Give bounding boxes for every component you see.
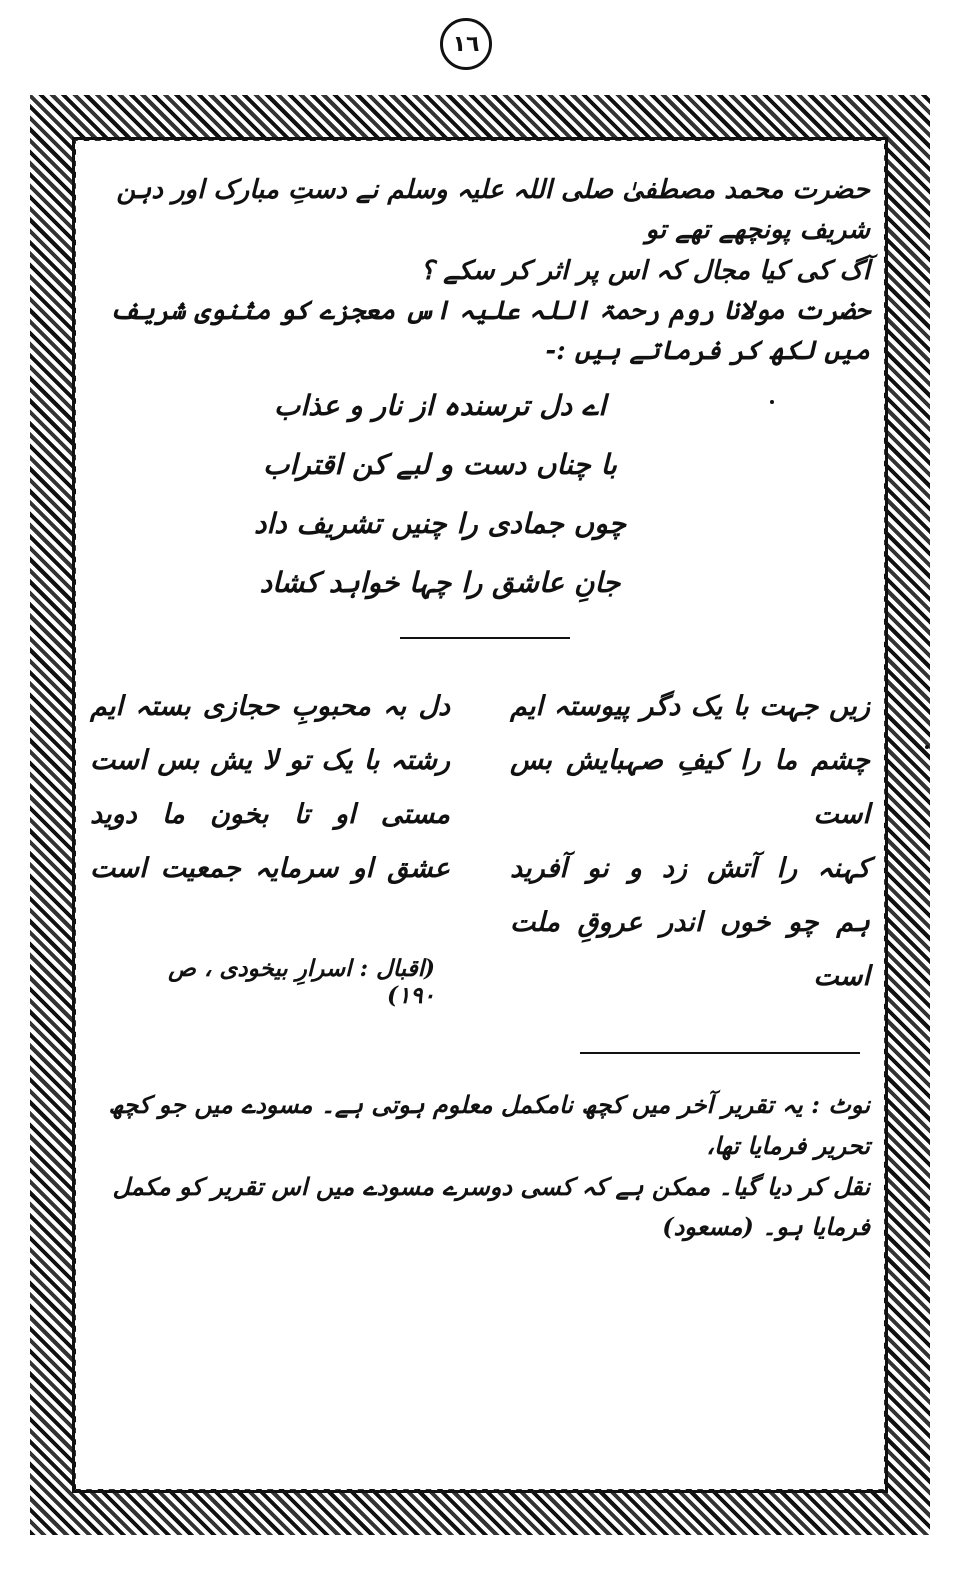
intro-line-2: آگ کی کیا مجال کہ اس پر اثر کر سکے ؟ — [420, 255, 870, 286]
citation: (اقبال : اسرارِ بیخودی ، ص ١٩٠) — [168, 955, 435, 1009]
rumi-verse-2: با چناں دست و لبے کن اقتراب — [263, 448, 617, 482]
intro-line-3: حضرت مولانا روم رحمۃ اللہ علیہ اس معجزے کو مثنوی شریف میں لکھ کر فرماتے ہیں :- — [109, 295, 870, 367]
divider-center — [400, 637, 570, 639]
iqbal-left-line-4: ہم چو خوں اندر عروقِ ملت است — [510, 907, 870, 992]
footnote-line-1: نوٹ : یہ تقریر آخر میں کچھ نامکمل معلوم ہوتی ہے۔ مسودے میں جو کچھ تحریر فرمایا تھا، — [108, 1090, 870, 1160]
iqbal-left-line-2: چشم ما را کیفِ صہبایش بس است — [510, 745, 870, 830]
ink-speck — [925, 745, 929, 749]
iqbal-right-line-4: عشق او سرمایہ جمعیت است — [90, 853, 450, 884]
rumi-verse-4: جانِ عاشق را چہا خواہد کشاد — [259, 565, 621, 599]
page-number: ١٦ — [440, 18, 492, 70]
iqbal-left-line-3: کہنہ را آتش زد و نو آفرید — [510, 853, 870, 884]
iqbal-right-line-2: رشتہ با یک تو لا یش بس است — [90, 745, 450, 776]
rumi-verse-1: اے دل ترسندہ از نار و عذاب — [274, 389, 606, 423]
divider-note — [580, 1052, 860, 1054]
iqbal-left-line-1: زیں جہت با یک دگر پیوستہ ایم — [510, 691, 870, 722]
iqbal-left-column — [510, 680, 870, 1004]
footnote-line-2: نقل کر دیا گیا۔ ممکن ہے کہ کسی دوسرے مسودے میں اس تقریر کو مکمل فرمایا ہو۔ (مسعود) — [112, 1171, 870, 1242]
iqbal-right-line-3: مستی او تا بخون ما دوید — [90, 799, 450, 830]
rumi-verse-3: چوں جمادی را چنیں تشریف داد — [253, 507, 627, 541]
rumi-verses — [90, 377, 870, 612]
footnote — [90, 1085, 870, 1248]
ink-speck — [770, 400, 774, 404]
intro-line-1: حضرت محمد مصطفیٰ صلی اللہ علیہ وسلم نے دستِ مبارک اور دہن شریف پونچھے تھے تو — [116, 175, 870, 246]
iqbal-right-line-1: دل بہ محبوبِ حجازی بستہ ایم — [90, 691, 450, 722]
